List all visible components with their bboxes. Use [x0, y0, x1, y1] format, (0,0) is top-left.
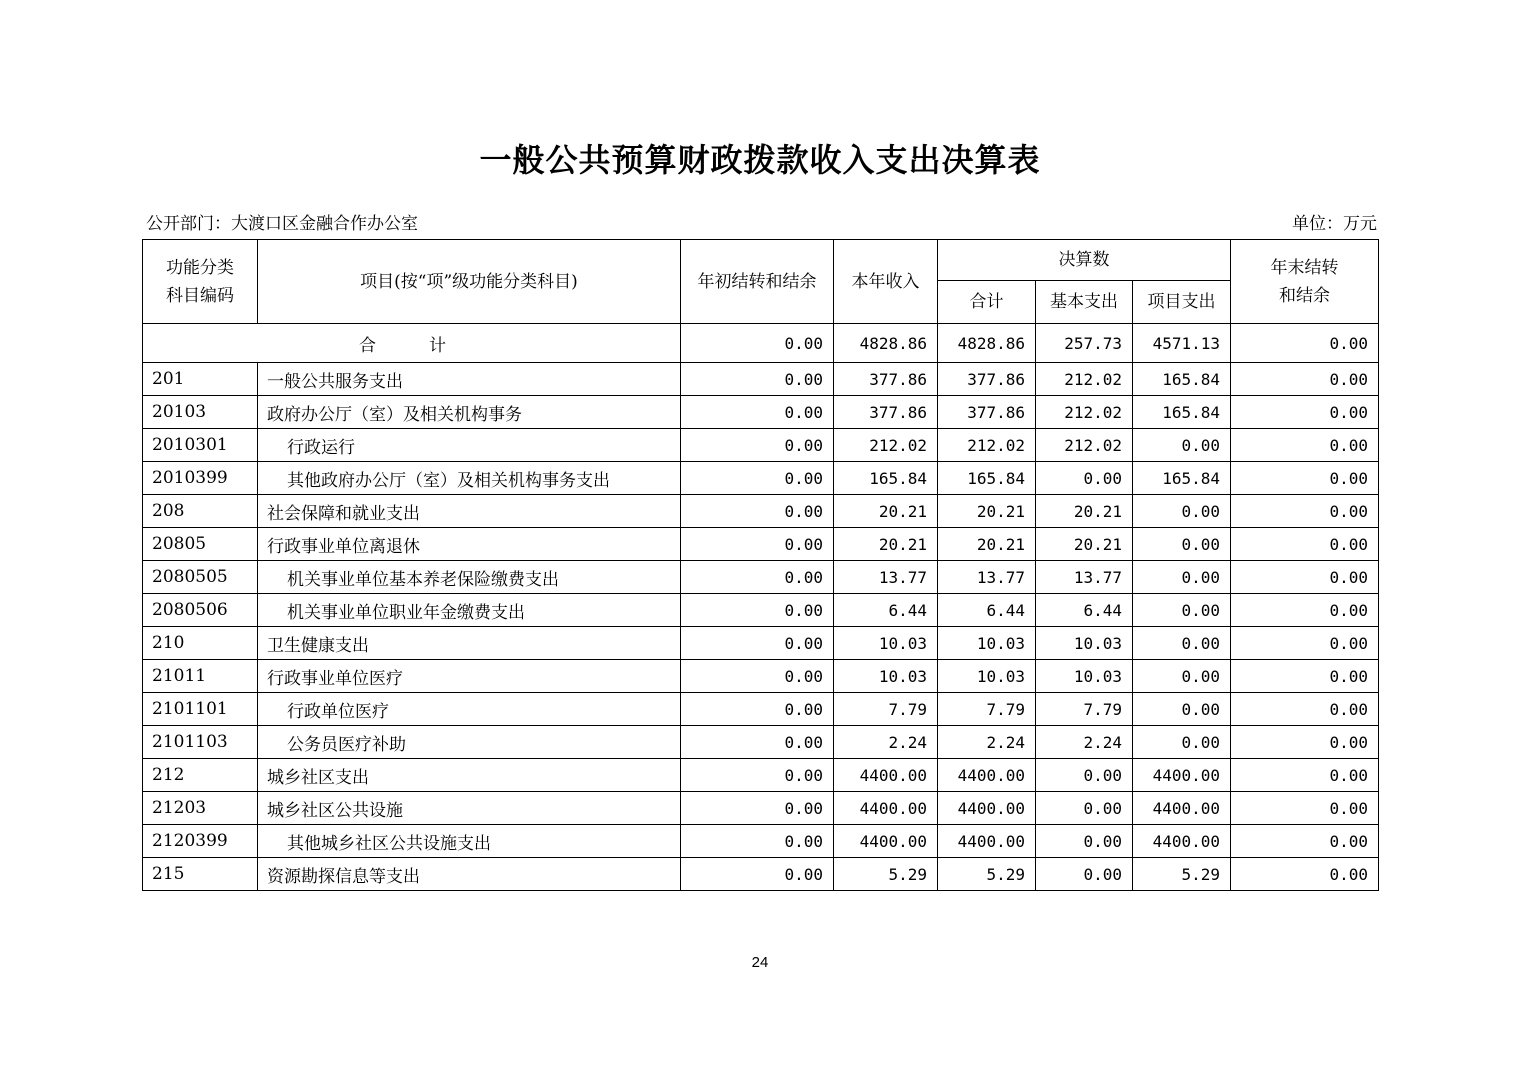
row-closing: 0.00 — [1231, 594, 1379, 627]
table-row — [143, 561, 1379, 594]
closing-header — [1231, 240, 1379, 324]
total-closing: 0.00 — [1231, 324, 1379, 363]
final-accounts-header: 决算数 — [938, 240, 1231, 281]
row-closing: 0.00 — [1231, 792, 1379, 825]
code-header-line1: 功能分类 — [166, 257, 234, 278]
row-opening: 0.00 — [681, 594, 834, 627]
row-total: 20.21 — [938, 495, 1036, 528]
row-total: 2.24 — [938, 726, 1036, 759]
row-name: 城乡社区支出 — [258, 759, 681, 792]
row-name: 一般公共服务支出 — [258, 363, 681, 396]
row-opening: 0.00 — [681, 429, 834, 462]
row-closing: 0.00 — [1231, 660, 1379, 693]
row-code: 210 — [143, 627, 258, 660]
row-total: 10.03 — [938, 627, 1036, 660]
row-opening: 0.00 — [681, 561, 834, 594]
row-project: 165.84 — [1133, 462, 1231, 495]
row-basic: 0.00 — [1036, 858, 1133, 891]
row-opening: 0.00 — [681, 396, 834, 429]
row-project: 0.00 — [1133, 429, 1231, 462]
row-basic: 0.00 — [1036, 462, 1133, 495]
row-total: 4400.00 — [938, 825, 1036, 858]
row-closing: 0.00 — [1231, 396, 1379, 429]
row-code: 215 — [143, 858, 258, 891]
row-opening: 0.00 — [681, 627, 834, 660]
table-row — [143, 462, 1379, 495]
row-basic: 0.00 — [1036, 825, 1133, 858]
closing-header-line2: 和结余 — [1279, 285, 1331, 306]
total-header: 合计 — [938, 281, 1036, 324]
row-opening: 0.00 — [681, 726, 834, 759]
row-total: 13.77 — [938, 561, 1036, 594]
row-project: 5.29 — [1133, 858, 1231, 891]
row-code: 21011 — [143, 660, 258, 693]
row-total: 4400.00 — [938, 759, 1036, 792]
budget-table — [142, 239, 1379, 891]
total-label: 合 计 — [143, 324, 681, 363]
row-basic: 20.21 — [1036, 495, 1133, 528]
row-income: 377.86 — [834, 396, 938, 429]
row-closing: 0.00 — [1231, 363, 1379, 396]
row-opening: 0.00 — [681, 462, 834, 495]
row-closing: 0.00 — [1231, 759, 1379, 792]
row-code: 2080505 — [143, 561, 258, 594]
table-row — [143, 594, 1379, 627]
row-income: 6.44 — [834, 594, 938, 627]
item-header: 项目(按“项”级功能分类科目) — [258, 240, 681, 324]
row-closing: 0.00 — [1231, 693, 1379, 726]
row-total: 377.86 — [938, 396, 1036, 429]
row-project: 0.00 — [1133, 561, 1231, 594]
row-basic: 10.03 — [1036, 660, 1133, 693]
row-income: 13.77 — [834, 561, 938, 594]
row-total: 20.21 — [938, 528, 1036, 561]
total-income: 4828.86 — [834, 324, 938, 363]
row-project: 4400.00 — [1133, 792, 1231, 825]
row-total: 377.86 — [938, 363, 1036, 396]
row-opening: 0.00 — [681, 693, 834, 726]
row-project: 165.84 — [1133, 363, 1231, 396]
row-closing: 0.00 — [1231, 429, 1379, 462]
row-project: 4400.00 — [1133, 825, 1231, 858]
row-basic: 7.79 — [1036, 693, 1133, 726]
row-basic: 2.24 — [1036, 726, 1133, 759]
table-row — [143, 429, 1379, 462]
row-basic: 0.00 — [1036, 792, 1133, 825]
row-name: 资源勘探信息等支出 — [258, 858, 681, 891]
row-total: 4400.00 — [938, 792, 1036, 825]
row-project: 0.00 — [1133, 726, 1231, 759]
row-income: 20.21 — [834, 528, 938, 561]
row-income: 10.03 — [834, 627, 938, 660]
row-code: 2101101 — [143, 693, 258, 726]
row-project: 0.00 — [1133, 693, 1231, 726]
table-row — [143, 660, 1379, 693]
row-code: 212 — [143, 759, 258, 792]
page-title: 一般公共预算财政拨款收入支出决算表 — [479, 141, 1041, 179]
total-project: 4571.13 — [1133, 324, 1231, 363]
row-income: 212.02 — [834, 429, 938, 462]
row-project: 0.00 — [1133, 528, 1231, 561]
table-row — [143, 363, 1379, 396]
row-basic: 212.02 — [1036, 396, 1133, 429]
code-header-line2: 科目编码 — [166, 285, 234, 306]
row-opening: 0.00 — [681, 528, 834, 561]
row-project: 165.84 — [1133, 396, 1231, 429]
table-row — [143, 528, 1379, 561]
income-header: 本年收入 — [834, 240, 938, 324]
row-closing: 0.00 — [1231, 726, 1379, 759]
row-closing: 0.00 — [1231, 561, 1379, 594]
row-opening: 0.00 — [681, 759, 834, 792]
row-name: 城乡社区公共设施 — [258, 792, 681, 825]
header-row-1 — [143, 240, 1379, 281]
row-name: 行政事业单位医疗 — [258, 660, 681, 693]
row-closing: 0.00 — [1231, 495, 1379, 528]
row-basic: 20.21 — [1036, 528, 1133, 561]
basic-header: 基本支出 — [1036, 281, 1133, 324]
row-income: 5.29 — [834, 858, 938, 891]
table-row — [143, 396, 1379, 429]
row-basic: 212.02 — [1036, 363, 1133, 396]
row-total: 6.44 — [938, 594, 1036, 627]
row-income: 10.03 — [834, 660, 938, 693]
row-project: 0.00 — [1133, 660, 1231, 693]
row-name: 行政事业单位离退休 — [258, 528, 681, 561]
page-number: 24 — [751, 954, 769, 971]
row-closing: 0.00 — [1231, 462, 1379, 495]
row-income: 7.79 — [834, 693, 938, 726]
row-name: 行政运行 — [258, 429, 681, 462]
row-opening: 0.00 — [681, 792, 834, 825]
row-code: 2101103 — [143, 726, 258, 759]
row-income: 20.21 — [834, 495, 938, 528]
row-total: 212.02 — [938, 429, 1036, 462]
row-total: 10.03 — [938, 660, 1036, 693]
department-label: 公开部门：大渡口区金融合作办公室 — [146, 214, 418, 234]
row-project: 0.00 — [1133, 495, 1231, 528]
row-code: 20103 — [143, 396, 258, 429]
table-row — [143, 792, 1379, 825]
row-name: 社会保障和就业支出 — [258, 495, 681, 528]
row-basic: 13.77 — [1036, 561, 1133, 594]
row-code: 208 — [143, 495, 258, 528]
row-closing: 0.00 — [1231, 627, 1379, 660]
row-code: 2010301 — [143, 429, 258, 462]
table-row — [143, 693, 1379, 726]
table-row — [143, 495, 1379, 528]
row-closing: 0.00 — [1231, 825, 1379, 858]
row-income: 4400.00 — [834, 759, 938, 792]
row-income: 165.84 — [834, 462, 938, 495]
row-code: 2010399 — [143, 462, 258, 495]
row-opening: 0.00 — [681, 858, 834, 891]
row-code: 20805 — [143, 528, 258, 561]
row-opening: 0.00 — [681, 660, 834, 693]
row-total: 7.79 — [938, 693, 1036, 726]
row-opening: 0.00 — [681, 363, 834, 396]
row-name: 政府办公厅（室）及相关机构事务 — [258, 396, 681, 429]
row-total: 165.84 — [938, 462, 1036, 495]
total-basic: 257.73 — [1036, 324, 1133, 363]
unit-label: 单位：万元 — [1292, 214, 1377, 234]
closing-header-line1: 年末结转 — [1270, 257, 1339, 278]
table-row — [143, 825, 1379, 858]
row-project: 0.00 — [1133, 627, 1231, 660]
row-income: 4400.00 — [834, 792, 938, 825]
row-code: 201 — [143, 363, 258, 396]
row-total: 5.29 — [938, 858, 1036, 891]
row-name: 其他城乡社区公共设施支出 — [258, 825, 681, 858]
total-opening: 0.00 — [681, 324, 834, 363]
row-income: 2.24 — [834, 726, 938, 759]
row-name: 机关事业单位基本养老保险缴费支出 — [258, 561, 681, 594]
row-opening: 0.00 — [681, 495, 834, 528]
project-header: 项目支出 — [1133, 281, 1231, 324]
row-project: 0.00 — [1133, 594, 1231, 627]
row-basic: 212.02 — [1036, 429, 1133, 462]
row-code: 2080506 — [143, 594, 258, 627]
table-row — [143, 858, 1379, 891]
row-code: 21203 — [143, 792, 258, 825]
row-closing: 0.00 — [1231, 528, 1379, 561]
row-income: 377.86 — [834, 363, 938, 396]
row-basic: 6.44 — [1036, 594, 1133, 627]
row-opening: 0.00 — [681, 825, 834, 858]
row-code: 2120399 — [143, 825, 258, 858]
total-total: 4828.86 — [938, 324, 1036, 363]
row-name: 机关事业单位职业年金缴费支出 — [258, 594, 681, 627]
table-row — [143, 759, 1379, 792]
row-project: 4400.00 — [1133, 759, 1231, 792]
table-body — [143, 324, 1379, 891]
code-header — [143, 240, 258, 324]
row-name: 其他政府办公厅（室）及相关机构事务支出 — [258, 462, 681, 495]
opening-header: 年初结转和结余 — [681, 240, 834, 324]
row-name: 行政单位医疗 — [258, 693, 681, 726]
table-row — [143, 726, 1379, 759]
row-basic: 10.03 — [1036, 627, 1133, 660]
row-closing: 0.00 — [1231, 858, 1379, 891]
row-basic: 0.00 — [1036, 759, 1133, 792]
table-row — [143, 627, 1379, 660]
total-row — [143, 324, 1379, 363]
row-name: 卫生健康支出 — [258, 627, 681, 660]
row-name: 公务员医疗补助 — [258, 726, 681, 759]
row-income: 4400.00 — [834, 825, 938, 858]
